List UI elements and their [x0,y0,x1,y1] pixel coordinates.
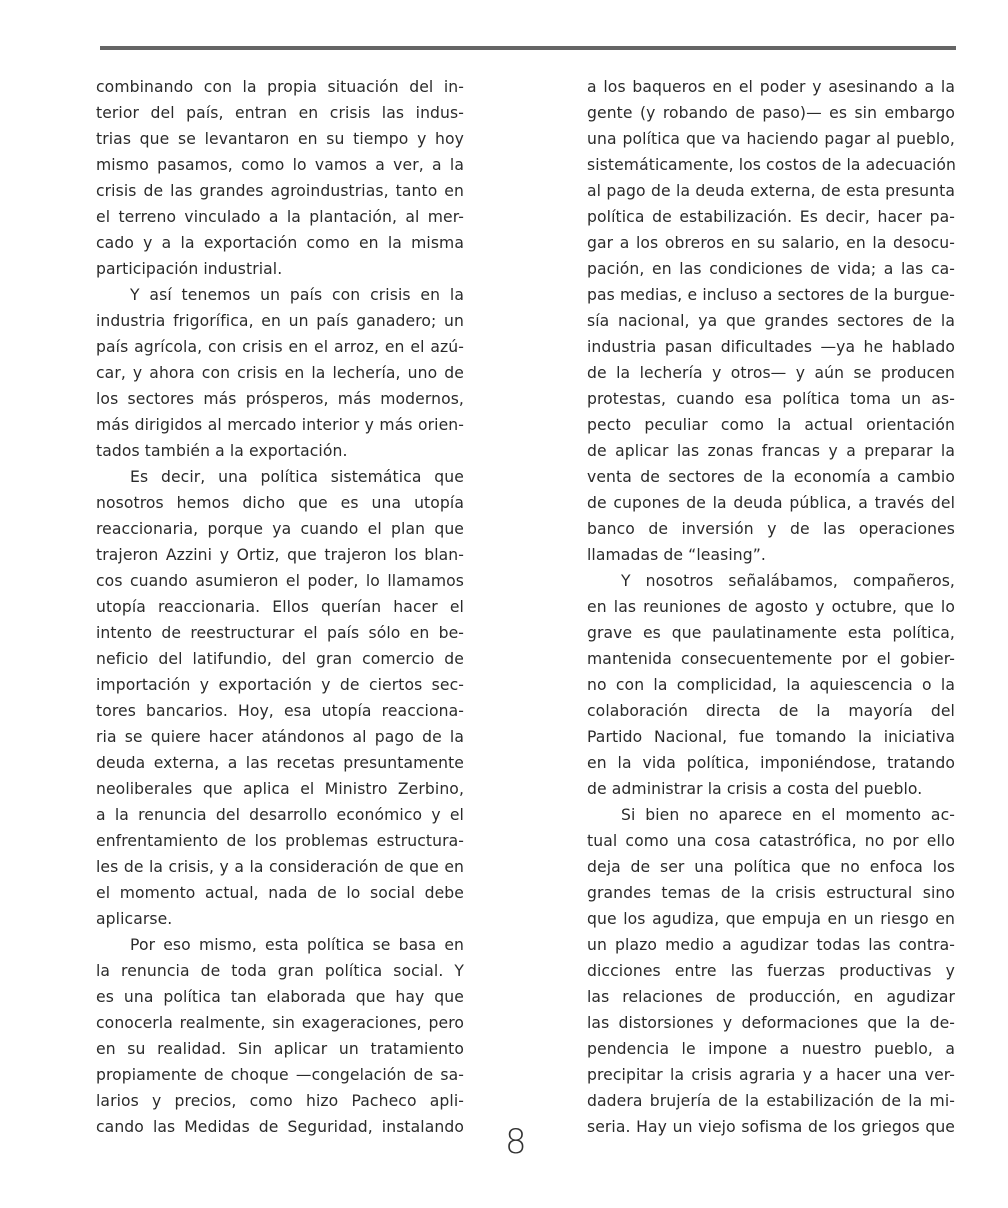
text-line: en la vida política, imponiéndose, tratando [587,754,955,772]
text-line: de cupones de la deuda pública, a través del [587,494,955,512]
text-line: Partido Nacional, fue tomando la iniciativa [587,728,955,746]
text-line: pendencia le impone a nuestro pueblo, a [587,1040,955,1058]
text-line: las relaciones de producción, en agudizar [587,988,955,1006]
text-line: tual como una cosa catastrófica, no por ello [587,832,955,850]
text-line: no con la complicidad, la aquiescencia o la [587,676,955,694]
text-line: ria se quiere hacer atándonos al pago de la [96,728,464,746]
text-line: pecto peculiar como la actual orientación [587,416,955,434]
text-line: Por eso mismo, esta política se basa en [130,936,464,954]
top-rule-divider [100,46,956,50]
text-line: el terreno vinculado a la plantación, al mer- [96,208,464,226]
text-line: protestas, cuando esa política toma un as- [587,390,955,408]
text-line: grandes temas de la crisis estructural sino [587,884,955,902]
text-line: mismo pasamos, como lo vamos a ver, a la [96,156,464,174]
text-line: reaccionaria, porque ya cuando el plan que [96,520,464,538]
text-line: tados también a la exportación. [96,442,348,460]
text-line: deja de ser una política que no enfoca los [587,858,955,876]
text-line: neoliberales que aplica el Ministro Zerbino, [96,780,464,798]
text-line: banco de inversión y de las operaciones [587,520,955,538]
text-line: tores bancarios. Hoy, esa utopía reacciona- [96,702,464,720]
text-line: venta de sectores de la economía a cambio [587,468,955,486]
text-line: seria. Hay un viejo sofisma de los griegos que [587,1118,955,1136]
text-line: utopía reaccionaria. Ellos querían hacer el [96,598,464,616]
text-line: el momento actual, nada de lo social debe [96,884,464,902]
text-line: enfrentamiento de los problemas estructura- [96,832,464,850]
text-line: intento de reestructurar el país sólo en be- [96,624,464,642]
page-number: 8 [505,1122,527,1162]
text-line: gar a los obreros en su salario, en la desocu- [587,234,955,252]
text-line: los sectores más prósperos, más modernos, [96,390,464,408]
text-line: sía nacional, ya que grandes sectores de la [587,312,955,330]
text-line: neficio del latifundio, del gran comercio de [96,650,464,668]
text-line: precipitar la crisis agraria y a hacer una ver- [587,1066,955,1084]
text-line: a la renuncia del desarrollo económico y el [96,806,464,824]
text-line: dadera brujería de la estabilización de la mi- [587,1092,955,1110]
text-line: nosotros hemos dicho que es una utopía [96,494,464,512]
text-line: terior del país, entran en crisis las indus- [96,104,464,122]
text-line: cado y a la exportación como en la misma [96,234,464,252]
text-line: pación, en las condiciones de vida; a las ca- [587,260,955,278]
text-line: llamadas de “leasing”. [587,546,766,564]
text-line: trajeron Azzini y Ortiz, que trajeron los blan- [96,546,464,564]
text-line: la renuncia de toda gran política social. Y [96,962,464,980]
text-line: aplicarse. [96,910,173,928]
text-line: es una política tan elaborada que hay que [96,988,464,1006]
text-line: industria frigorífica, en un país ganadero; un [96,312,464,330]
text-line: colaboración directa de la mayoría del [587,702,955,720]
text-line: cando las Medidas de Seguridad, instalando [96,1118,464,1136]
text-line: grave es que paulatinamente esta política, [587,624,955,642]
text-line: dicciones entre las fuerzas productivas y [587,962,955,980]
text-line: más dirigidos al mercado interior y más orien- [96,416,464,434]
text-line: car, y ahora con crisis en la lechería, uno de [96,364,464,382]
text-line: en las reuniones de agosto y octubre, que lo [587,598,955,616]
text-line: sistemáticamente, los costos de la adecuación [587,156,957,174]
text-line: Es decir, una política sistemática que [130,468,464,486]
text-line: país agrícola, con crisis en el arroz, en el azú- [96,338,464,356]
text-line: participación industrial. [96,260,283,278]
text-line: gente (y robando de paso)— es sin embargo [587,104,955,122]
text-line: que los agudiza, que empuja en un riesgo en [587,910,955,928]
right-text-column [587,74,955,1140]
text-line: de administrar la crisis a costa del pueblo. [587,780,923,798]
text-line: una política que va haciendo pagar al pueblo, [587,130,955,148]
text-line: política de estabilización. Es decir, hacer pa- [587,208,955,226]
text-line: crisis de las grandes agroindustrias, tanto en [96,182,464,200]
text-line: cos cuando asumieron el poder, lo llamamos [96,572,464,590]
text-line: Y nosotros señalábamos, compañeros, [621,572,955,590]
text-line: las distorsiones y deformaciones que la de- [587,1014,955,1032]
text-line: importación y exportación y de ciertos sec- [96,676,464,694]
text-line: deuda externa, a las recetas presuntamente [96,754,464,772]
text-line: Y así tenemos un país con crisis en la [130,286,464,304]
text-line: de aplicar las zonas francas y a preparar la [587,442,955,460]
text-line: larios y precios, como hizo Pacheco apli- [96,1092,464,1110]
text-line: pas medias, e incluso a sectores de la burgue- [587,286,955,304]
text-line: combinando con la propia situación del in- [96,78,464,96]
text-line: al pago de la deuda externa, de esta presunta [587,182,955,200]
text-line: conocerla realmente, sin exageraciones, pero [96,1014,464,1032]
text-line: un plazo medio a agudizar todas las contra- [587,936,955,954]
left-text-column [96,74,464,1140]
text-line: a los baqueros en el poder y asesinando a la [587,78,955,96]
text-line: en su realidad. Sin aplicar un tratamiento [96,1040,464,1058]
text-line: mantenida consecuentemente por el gobier- [587,650,955,668]
text-line: les de la crisis, y a la consideración de que en [96,858,464,876]
text-line: trias que se levantaron en su tiempo y hoy [96,130,464,148]
text-line: Si bien no aparece en el momento ac- [621,806,955,824]
text-line: industria pasan dificultades —ya he hablado [587,338,955,356]
text-line: propiamente de choque —congelación de sa- [96,1066,464,1084]
text-line: de la lechería y otros— y aún se producen [587,364,955,382]
